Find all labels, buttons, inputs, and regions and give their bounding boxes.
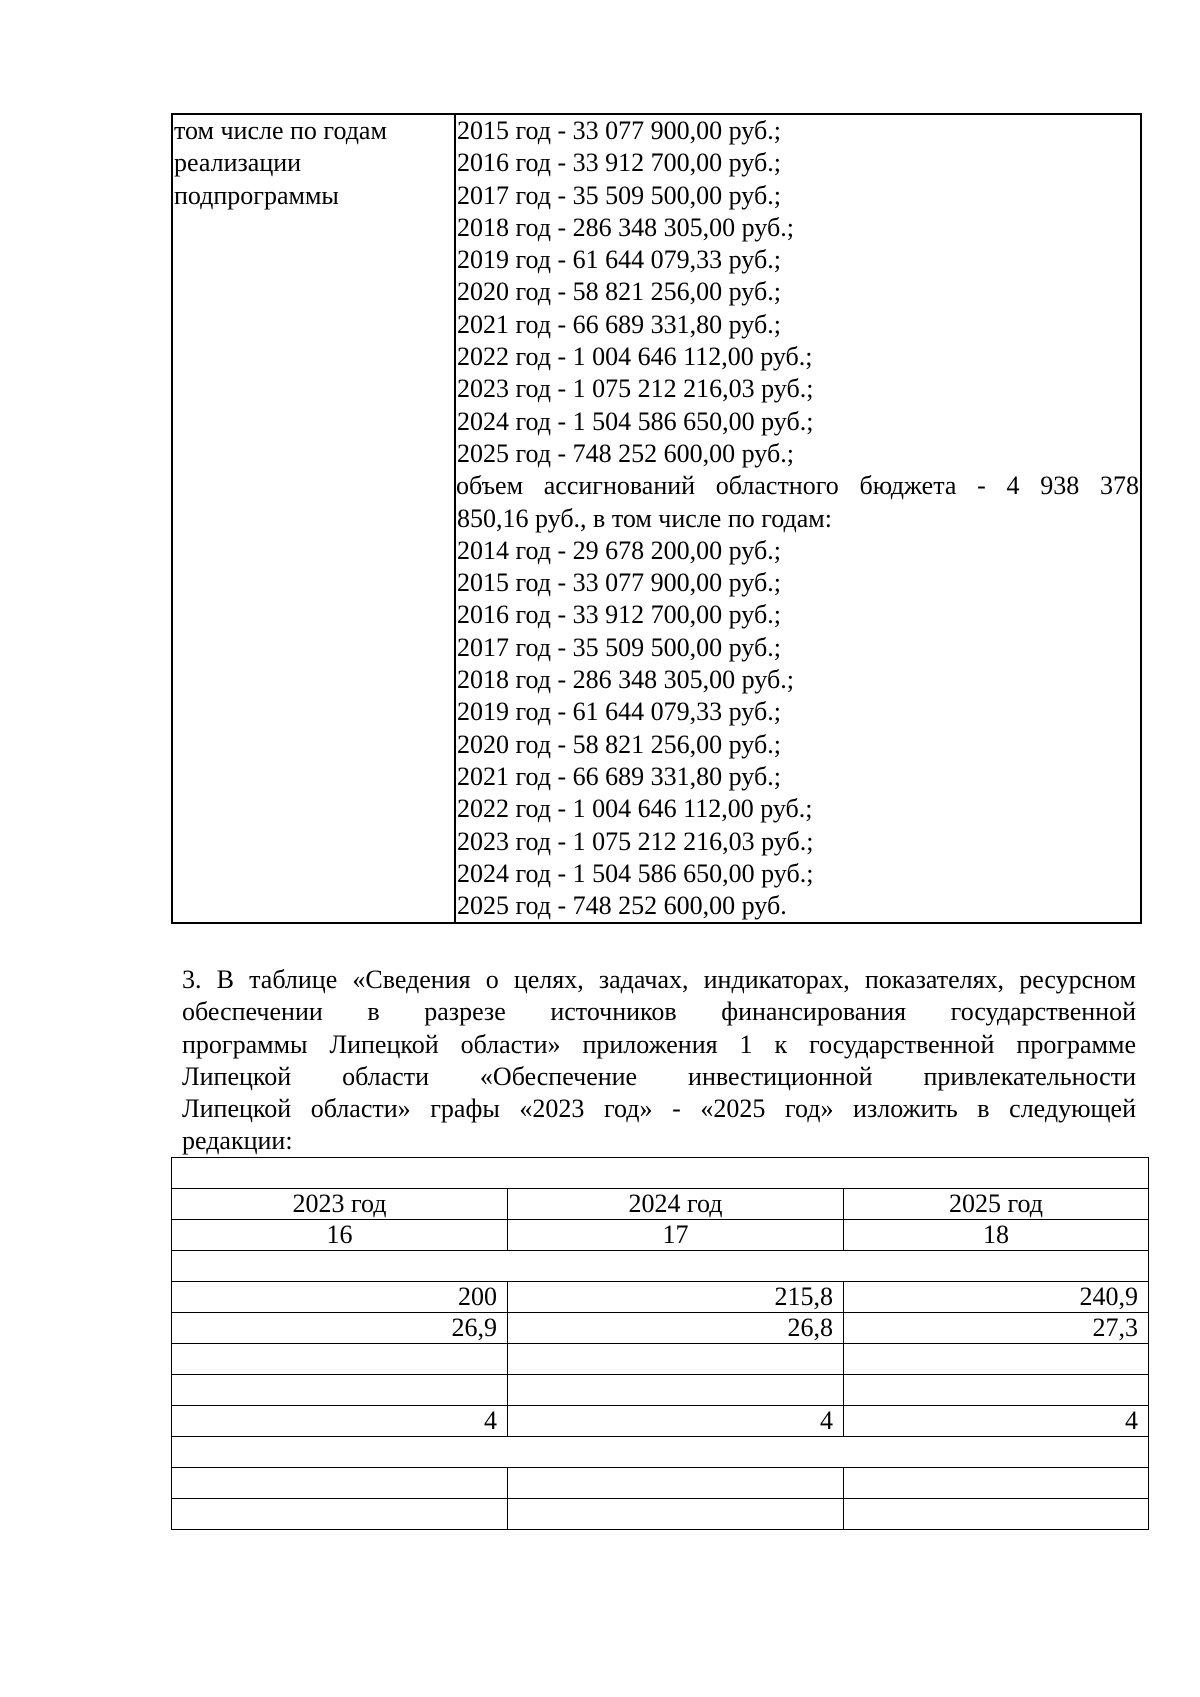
table-cell bbox=[844, 1499, 1149, 1530]
year-value-line: 2020 год - 58 821 256,00 руб.; bbox=[457, 729, 781, 759]
column-header: 2025 год bbox=[844, 1189, 1149, 1220]
year-value-line: 2015 год - 33 077 900,00 руб.; bbox=[457, 116, 781, 145]
table-cell bbox=[844, 1375, 1149, 1406]
year-value-line: 2016 год - 33 912 700,00 руб.; bbox=[457, 600, 781, 630]
year-value-line: 2018 год - 286 348 305,00 руб.; bbox=[457, 212, 794, 242]
column-number: 17 bbox=[508, 1220, 844, 1251]
column-header: 2024 год bbox=[508, 1189, 844, 1220]
table-cell: 4 bbox=[172, 1406, 508, 1437]
label-line: том числе по годам bbox=[174, 116, 387, 145]
year-value-line: 2025 год - 748 252 600,00 руб. bbox=[457, 891, 787, 921]
funding-label-cell bbox=[172, 114, 455, 923]
year-value-line: 2019 год - 61 644 079,33 руб.; bbox=[457, 245, 781, 275]
year-value-line: 2017 год - 35 509 500,00 руб.; bbox=[457, 180, 781, 210]
column-header: 2023 год bbox=[172, 1189, 508, 1220]
year-value-line: 2022 год - 1 004 646 112,00 руб.; bbox=[457, 342, 813, 372]
table-cell bbox=[172, 1158, 1149, 1189]
table-cell bbox=[844, 1344, 1149, 1375]
paragraph-line: Липецкой области «Обеспечение инвестиционной привлекательности bbox=[182, 1061, 1136, 1091]
column-number-row bbox=[172, 1220, 1149, 1251]
paragraph-line: 3. В таблице «Сведения о целях, задачах, индикаторах, показателях, ресурсном bbox=[182, 965, 1136, 994]
year-value-line: 2021 год - 66 689 331,80 руб.; bbox=[457, 761, 781, 791]
table-cell bbox=[508, 1499, 844, 1530]
table-row bbox=[172, 1344, 1149, 1375]
table-cell bbox=[172, 1437, 1149, 1468]
table-row bbox=[172, 1313, 1149, 1344]
funding-values-cell bbox=[455, 114, 1141, 923]
table-row bbox=[172, 1282, 1149, 1313]
year-value-line: 2019 год - 61 644 079,33 руб.; bbox=[457, 697, 781, 727]
table-cell: 215,8 bbox=[508, 1282, 844, 1313]
table-cell bbox=[508, 1344, 844, 1375]
year-value-line: 2024 год - 1 504 586 650,00 руб.; bbox=[457, 858, 814, 888]
table-cell: 200 bbox=[172, 1282, 508, 1313]
paragraph-line: редакции: bbox=[182, 1126, 293, 1156]
table-cell bbox=[172, 1468, 508, 1499]
column-number: 18 bbox=[844, 1220, 1149, 1251]
funding-table bbox=[171, 113, 1142, 924]
year-value-line: 2014 год - 29 678 200,00 руб.; bbox=[457, 535, 781, 565]
regional-budget-line: 850,16 руб., в том числе по годам: bbox=[457, 503, 832, 533]
table-row bbox=[172, 1468, 1149, 1499]
table-cell: 4 bbox=[844, 1406, 1149, 1437]
year-value-line: 2025 год - 748 252 600,00 руб.; bbox=[457, 438, 794, 468]
table-cell: 27,3 bbox=[844, 1313, 1149, 1344]
amendment-paragraph bbox=[182, 964, 1136, 1158]
year-value-line: 2016 год - 33 912 700,00 руб.; bbox=[457, 148, 781, 178]
table-cell bbox=[172, 1251, 1149, 1282]
table-cell: 4 bbox=[508, 1406, 844, 1437]
table-cell bbox=[172, 1499, 508, 1530]
regional-budget-line: объем ассигнований областного бюджета - 4 938 378 bbox=[456, 471, 1139, 501]
table-cell bbox=[172, 1344, 508, 1375]
year-value-line: 2018 год - 286 348 305,00 руб.; bbox=[457, 665, 794, 695]
year-value-line: 2017 год - 35 509 500,00 руб.; bbox=[457, 632, 781, 662]
year-value-line: 2021 год - 66 689 331,80 руб.; bbox=[457, 309, 781, 339]
year-value-line: 2023 год - 1 075 212 216,03 руб.; bbox=[457, 374, 814, 404]
funding-row bbox=[172, 114, 1141, 923]
year-value-line: 2024 год - 1 504 586 650,00 руб.; bbox=[457, 406, 814, 436]
table-row bbox=[172, 1375, 1149, 1406]
paragraph-line: обеспечении в разрезе источников финансирования государственной bbox=[182, 997, 1136, 1027]
table-row bbox=[172, 1437, 1149, 1468]
table-header-row bbox=[172, 1189, 1149, 1220]
paragraph-line: Липецкой области» графы «2023 год» - «2025 год» изложить в следующей bbox=[182, 1094, 1136, 1124]
year-value-line: 2020 год - 58 821 256,00 руб.; bbox=[457, 277, 781, 307]
table-cell: 26,8 bbox=[508, 1313, 844, 1344]
table-cell bbox=[508, 1375, 844, 1406]
paragraph-line: программы Липецкой области» приложения 1 к государственной программе bbox=[182, 1029, 1136, 1059]
column-number: 16 bbox=[172, 1220, 508, 1251]
table-cell bbox=[172, 1375, 508, 1406]
table-row bbox=[172, 1158, 1149, 1189]
table-cell: 240,9 bbox=[844, 1282, 1149, 1313]
table-row bbox=[172, 1499, 1149, 1530]
indicators-table bbox=[171, 1157, 1149, 1530]
label-line: реализации bbox=[174, 148, 302, 178]
table-row bbox=[172, 1406, 1149, 1437]
table-cell bbox=[508, 1468, 844, 1499]
year-value-line: 2023 год - 1 075 212 216,03 руб.; bbox=[457, 826, 814, 856]
table-row bbox=[172, 1251, 1149, 1282]
year-value-line: 2015 год - 33 077 900,00 руб.; bbox=[457, 568, 781, 598]
table-cell bbox=[844, 1468, 1149, 1499]
year-value-line: 2022 год - 1 004 646 112,00 руб.; bbox=[457, 794, 813, 824]
table-cell: 26,9 bbox=[172, 1313, 508, 1344]
label-line: подпрограммы bbox=[174, 180, 339, 210]
